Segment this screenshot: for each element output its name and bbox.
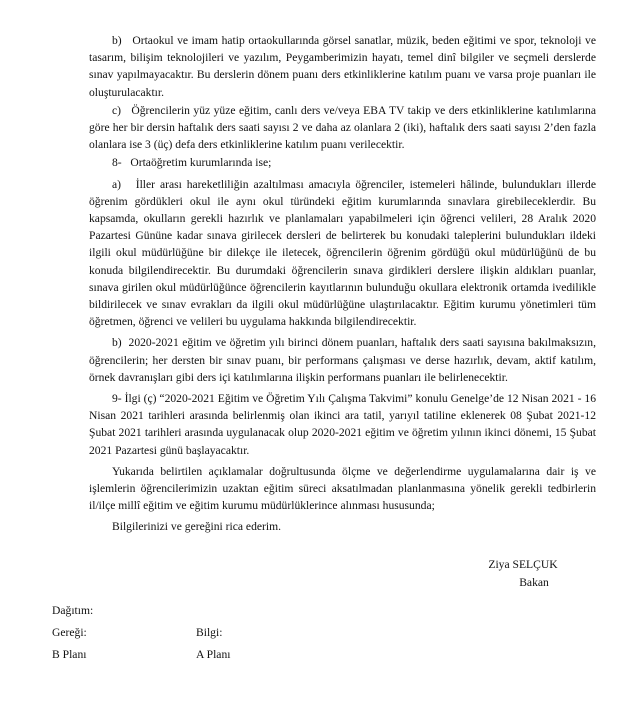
distribution-info-value: A Planı	[196, 648, 231, 661]
paragraph-7b: b) Ortaokul ve imam hatip ortaokullarında görsel sanatlar, müzik, beden eğitimi ve spor, teknoloji ve tasarım, bilişim teknolojileri ve yazılım, Peygamberimizin hayatı, temel dinî bilgiler ve seçmeli derslerde sınav yapılmayacaktır. Bu derslerin dönem puanı ders etkinliklerine katılım puanı ve varsa proje puanları ile oluşturulacaktır.	[89, 34, 596, 99]
paragraph-9: 9- İlgi (ç) “2020-2021 Eğitim ve Öğretim Yılı Çalışma Takvimi” konulu Genelge’de 12 Nisan 2021 - 16 Nisan 2021 tarihleri arasında belirlenmiş olan ikinci ara tatil, yarıyıl tatiline eklenerek 08 Şubat 2021-12 Şubat 2021 tarihleri arasında uygulanacak olup 2020-2021 eğitim ve öğretim yılının ikinci dönemi, 15 Şubat 2021 Pazartesi günü başlayacaktır.	[89, 392, 596, 457]
signature-block	[468, 556, 578, 591]
section-heading-8: 8- Ortaöğretim kurumlarında ise;	[112, 156, 272, 170]
paragraph-8a: a) İller arası hareketliliğin azaltılması amacıyla öğrenciler, istemeleri hâlinde, bulundukları illerde öğrenim gördükleri okul ile aynı okul türündeki eğitim kurumlarında sınavlara girebileceklerdir. Bu kapsamda, okulların gerekli hazırlık ve planlamaları yapabilmeleri için öğrenci velileri, 28 Aralık 2020 Pazartesi Gününe kadar sınava girilecek dersleri de belirterek bu konudaki taleplerini bulundukları ildeki ilgili okul müdürlüğüne bir dilekçe ile iletecek, öğrencilerin öğrenim gördüğü okul müdürlüğünü de bu konuda bilgilendirecektir. Bu durumdaki öğrencilerin sınava girdikleri derslere ilişkin aldıkları puanlar, sınava girilen okul müdürlüğünce öğrencilerin kayıtlarının bulunduğu okullara elektronik ortamda ivedilikle bildirilecek ve sınav evrakları da ilgili okul müdürlüğüne ulaştırılacaktır. Eğitim kurumu yönetimleri tüm öğretmen, öğrenci ve velileri bu uygulama hakkında bilgilendirecektir.	[89, 177, 596, 329]
distribution-block	[52, 602, 352, 668]
signatory-name: Ziya SELÇUK	[488, 558, 558, 571]
paragraph-conclusion: Yukarıda belirtilen açıklamalar doğrultusunda ölçme ve değerlendirme uygulamalarına dair iş ve işlemlerin öğrencilerimizin uzaktan eğitim süreci aksatılmadan planlanmasına yönelik gerekli tedbirlerin il/ilçe millî eğitim ve eğitim kurumu müdürlüklerince alınması hususunda;	[89, 464, 596, 513]
distribution-heading-row	[52, 602, 352, 624]
distribution-info-label: Bilgi:	[196, 626, 223, 639]
distribution-action-value: B Planı	[52, 648, 87, 661]
signatory-title: Bakan	[519, 575, 549, 589]
paragraph-7c: c) Öğrencilerin yüz yüze eğitim, canlı ders ve/veya EBA TV takip ve ders etkinliklerine katılımlarına göre her bir dersin haftalık ders saati sayısı 2 ve daha az olanlara 2 (iki), haftalık ders saati sayısı 2’den fazla olanlara ise 3 (üç) defa ders etkinliklerine katılım puanı verilecektir.	[89, 103, 596, 152]
distribution-action-label: Gereği:	[52, 626, 87, 639]
distribution-heading: Dağıtım:	[52, 604, 94, 617]
distribution-labels-row	[52, 624, 352, 646]
paragraph-8b: b) 2020-2021 eğitim ve öğretim yılı birinci dönem puanları, haftalık ders saati sayısına bakılmaksızın, öğrencilerin; her dersten bir sınav puanı, bir performans çalışması ve derse hazırlık, devam, aktif katılım, örnek davranışları gibi ders içi katılımlarına ilişkin performans puanları ile belirlenecektir.	[89, 336, 596, 384]
distribution-values-row	[52, 646, 352, 668]
paragraph-closing: Bilgilerinizi ve gereğini rica ederim.	[112, 520, 282, 534]
